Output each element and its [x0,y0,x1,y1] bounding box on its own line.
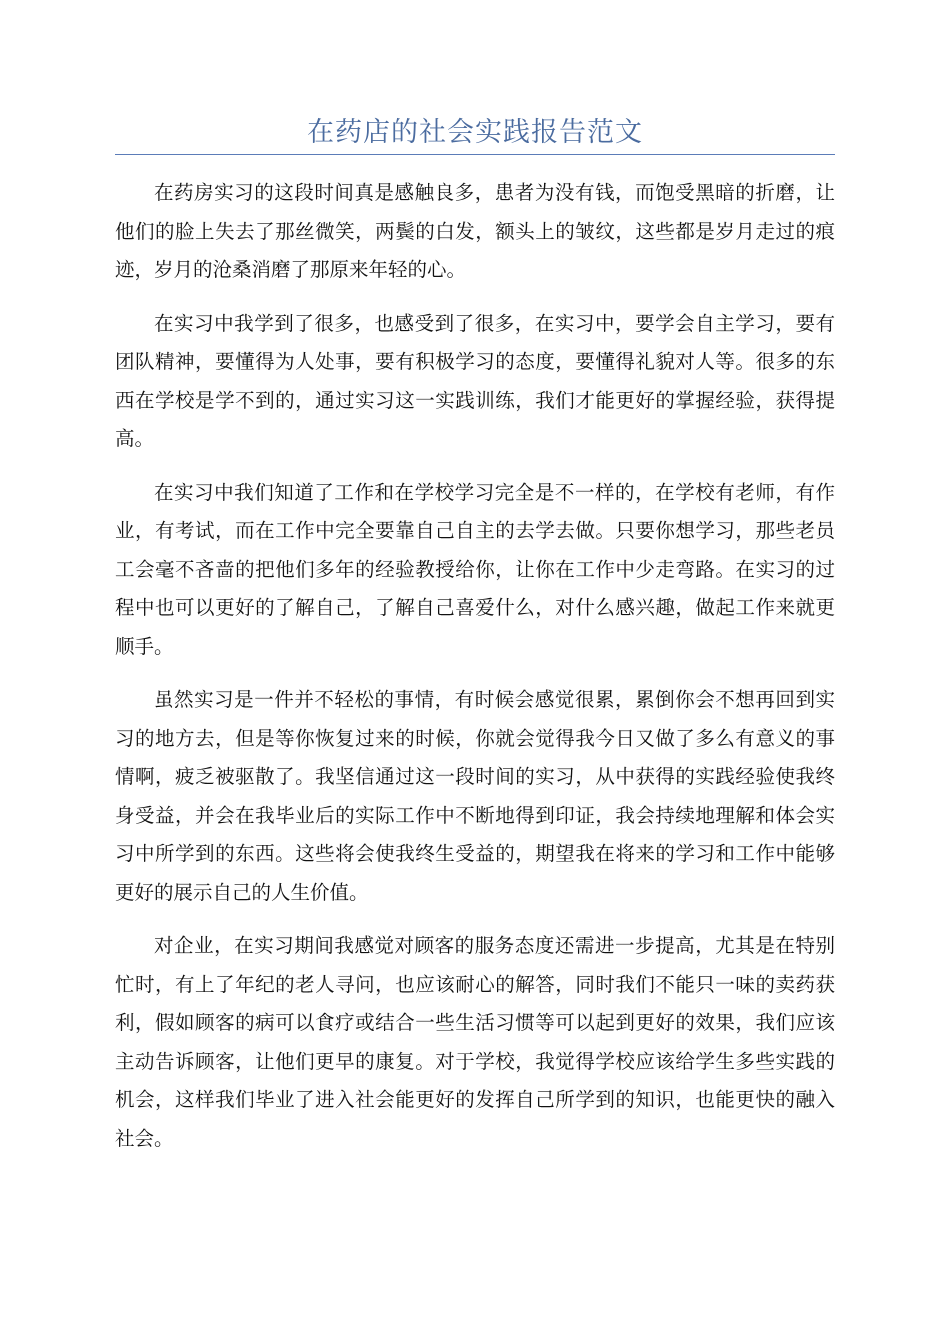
paragraph-5: 对企业，在实习期间我感觉对顾客的服务态度还需进一步提高，尤其是在特别忙时，有上了年纪的老人寻问，也应该耐心的解答，同时我们不能只一味的卖药获利，假如顾客的病可以食疗或结合一些生活习惯等可以起到更好的效果，我们应该主动告诉顾客，让他们更早的康复。对于学校，我觉得学校应该给学生多些实践的机会，这样我们毕业了进入社会能更好的发挥自己所学到的知识，也能更快的融入社会。 [115,934,835,1150]
document-body [115,174,835,1173]
paragraph-3: 在实习中我们知道了工作和在学校学习完全是不一样的，在学校有老师，有作业，有考试，而在工作中完全要靠自己自主的去学去做。只要你想学习，那些老员工会毫不吝啬的把他们多年的经验教授给你，让你在工作中少走弯路。在实习的过程中也可以更好的了解自己，了解自己喜爱什么，对什么感兴趣，做起工作来就更顺手。 [115,480,835,658]
paragraph-2: 在实习中我学到了很多，也感受到了很多，在实习中，要学会自主学习，要有团队精神，要懂得为人处事，要有积极学习的态度，要懂得礼貌对人等。很多的东西在学校是学不到的，通过实习这一实践训练，我们才能更好的掌握经验，获得提高。 [115,311,835,450]
paragraph-1: 在药房实习的这段时间真是感触良多，患者为没有钱，而饱受黑暗的折磨，让他们的脸上失去了那丝微笑，两鬓的白发，额头上的皱纹，这些都是岁月走过的痕迹，岁月的沧桑消磨了那原来年轻的心。 [115,181,835,281]
paragraph-4: 虽然实习是一件并不轻松的事情，有时候会感觉很累，累倒你会不想再回到实习的地方去，但是等你恢复过来的时候，你就会觉得我今日又做了多么有意义的事情啊，疲乏被驱散了。我坚信通过这一段时间的实习，从中获得的实践经验使我终身受益，并会在我毕业后的实际工作中不断地得到印证，我会持续地理解和体会实习中所学到的东西。这些将会使我终生受益的，期望我在将来的学习和工作中能够更好的展示自己的人生价值。 [115,688,835,904]
title-underline [115,154,835,155]
document-title: 在药店的社会实践报告范文 [307,117,643,148]
